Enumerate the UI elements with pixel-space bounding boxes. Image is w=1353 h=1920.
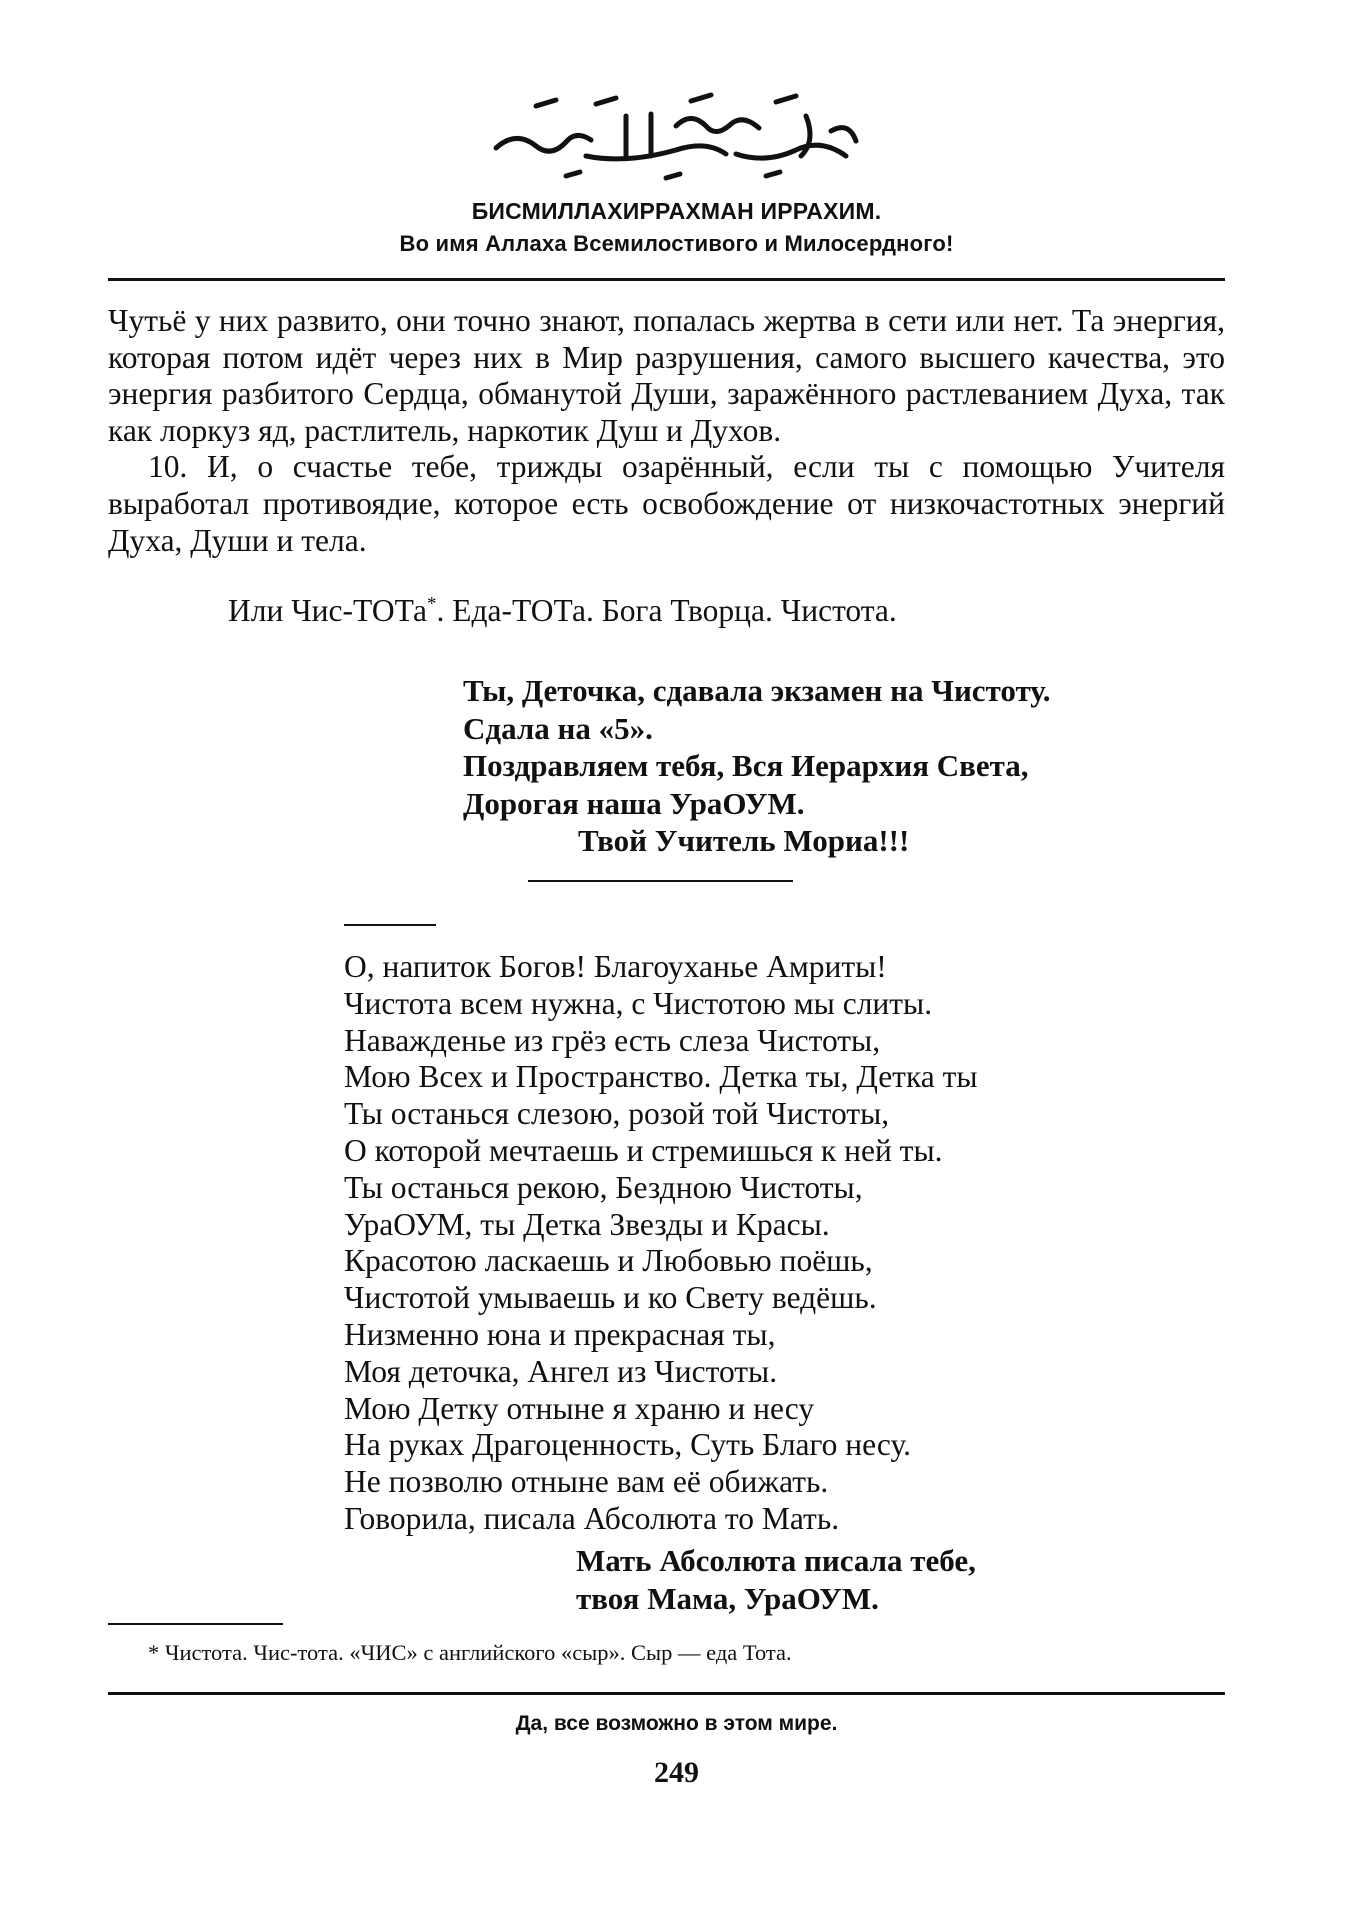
footnote-divider bbox=[108, 1623, 283, 1625]
poem-line: Низменно юна и прекрасная ты, bbox=[344, 1316, 776, 1352]
paragraph-1: Чутьё у них развито, они точно знают, попалась жертва в сети или нет. Та энергия, которая потом идёт через них в Мир разрушения, самого высшего качества, это энергия разбитого Сердца, обманутой Души, заражённого растлеванием Духа, так как лоркуз яд, растлитель, наркотик Душ и Духов. bbox=[108, 303, 1225, 448]
paragraph-3: Или Чис-ТОТа*. Еда-ТОТа. Бога Творца. Чистота. bbox=[228, 593, 897, 628]
header-subtitle: Во имя Аллаха Всемилостивого и Милосердного! bbox=[399, 231, 954, 256]
poem-line: Красотою ласкаешь и Любовью поёшь, bbox=[344, 1243, 873, 1279]
poem-line: Мою Детку отныне я храню и несу bbox=[344, 1390, 815, 1426]
stanza-line: Сдала на «5». bbox=[463, 710, 653, 746]
poem bbox=[344, 949, 1204, 1538]
stanza-line: Ты, Деточка, сдавала экзамен на Чистоту. bbox=[463, 673, 1051, 708]
page-number: 249 bbox=[654, 1756, 699, 1789]
bold-stanza bbox=[463, 672, 1203, 860]
bismillah-calligraphy-icon bbox=[476, 86, 876, 186]
header-title: БИСМИЛЛАХИРРАХМАН ИРРАХИМ. bbox=[471, 198, 882, 224]
stanza-signature: Твой Учитель Мориа!!! bbox=[578, 823, 910, 858]
poem-line: Не позволю отныне вам её обижать. bbox=[344, 1464, 829, 1500]
poem-line: На руках Драгоценность, Суть Благо несу. bbox=[344, 1427, 911, 1463]
footnote: * Чистота. Чис-тота. «ЧИС» с английского «сыр». Сыр — еда Тота. bbox=[148, 1640, 792, 1665]
section-divider bbox=[528, 880, 793, 882]
footer-divider bbox=[108, 1692, 1225, 1695]
poem-line: Чистотой умываешь и ко Свету ведёшь. bbox=[344, 1280, 877, 1316]
poem-line: УраОУМ, ты Детка Звезды и Красы. bbox=[344, 1206, 830, 1242]
stanza-line: Дорогая наша УраОУМ. bbox=[463, 785, 805, 821]
signature-line: твоя Мама, УраОУМ. bbox=[576, 1581, 879, 1616]
poem-line: О которой мечтаешь и стремишься к ней ты. bbox=[344, 1132, 943, 1168]
footnote-marker: * bbox=[427, 593, 437, 615]
signature-line: Мать Абсолюта писала тебе, bbox=[576, 1543, 976, 1578]
footer-motto: Да, все возможно в этом мире. bbox=[515, 1712, 838, 1735]
poem-line: Моя деточка, Ангел из Чистоты. bbox=[344, 1353, 778, 1389]
poem-line: Ты останься рекою, Бездною Чистоты, bbox=[344, 1169, 863, 1205]
poem-line: О, напиток Богов! Благоуханье Амриты! bbox=[344, 949, 887, 984]
poem-line: Наважденье из грёз есть слеза Чистоты, bbox=[344, 1022, 881, 1058]
poem-line: Чистота всем нужна, с Чистотою мы слиты. bbox=[344, 985, 933, 1021]
body-text bbox=[108, 303, 1225, 559]
poem-line: Мою Всех и Пространство. Детка ты, Детка ты bbox=[344, 1059, 978, 1095]
poem-line: Ты останься слезою, розой той Чистоты, bbox=[344, 1096, 890, 1132]
poem-signature bbox=[576, 1542, 976, 1618]
poem-line: Говорила, писала Абсолюта то Мать. bbox=[344, 1500, 840, 1536]
poem-divider bbox=[344, 924, 436, 926]
stanza-line: Поздравляем тебя, Вся Иерархия Света, bbox=[463, 748, 1029, 783]
header-divider bbox=[108, 278, 1225, 281]
paragraph-2: 10. И, о счастье тебе, трижды озарённый, если ты с помощью Учителя выработал противоядие, которое есть освобождение от низкочастотных энергий Духа, Души и тела. bbox=[108, 449, 1225, 558]
